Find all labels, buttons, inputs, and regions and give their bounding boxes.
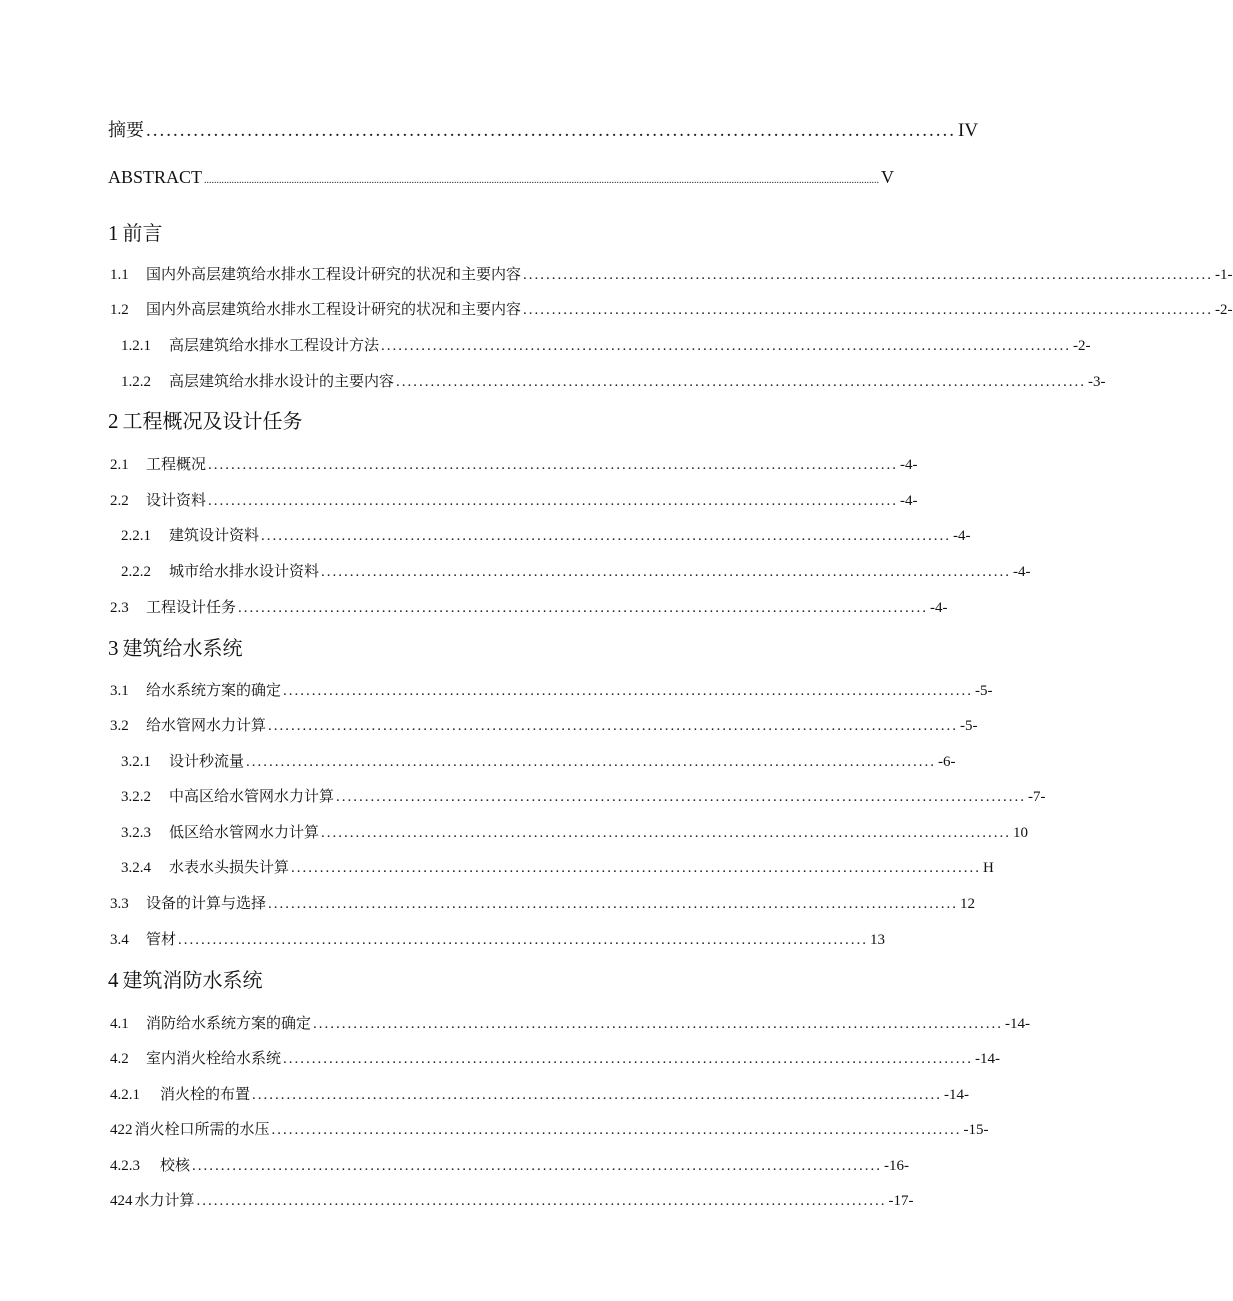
toc-leader-dots: ........................................................................................................................ — [268, 896, 959, 912]
toc-entry-page: H — [983, 860, 994, 876]
toc-entry-number: 424 — [110, 1193, 133, 1209]
toc-entry-page: V — [881, 167, 895, 187]
toc-chapter-heading[interactable] — [108, 964, 263, 993]
toc-entry[interactable] — [121, 524, 971, 545]
toc-entry-number: 3.2.2 — [121, 789, 151, 805]
toc-chapter-number: 3 — [108, 636, 119, 660]
toc-entry-title: 水表水头损失计算 — [169, 860, 290, 876]
toc-leader-dots: ........................................................................................................................ — [252, 1087, 943, 1103]
toc-leader-dots: ........................................................................................................................ — [291, 860, 982, 876]
toc-chapter-title: 建筑给水系统 — [122, 636, 243, 660]
toc-chapter-title: 建筑消防水系统 — [122, 968, 263, 992]
toc-entry-title: 消火栓的布置 — [160, 1087, 251, 1103]
toc-entry-number: 2.2.2 — [121, 564, 151, 580]
toc-leader-dots: ........................................................................................................................ — [196, 1193, 887, 1209]
toc-chapter-title: 工程概况及设计任务 — [122, 409, 303, 433]
toc-entry-number: 1.1 — [110, 267, 129, 283]
toc-entry-title: 建筑设计资料 — [169, 528, 260, 544]
toc-entry-page: -14- — [1005, 1016, 1031, 1032]
toc-entry[interactable] — [110, 892, 976, 913]
toc-entry-title: 国内外高层建筑给水排水工程设计研究的状况和主要内容 — [146, 267, 522, 283]
toc-entry-number: 4.2.1 — [110, 1087, 140, 1103]
toc-entry[interactable] — [121, 560, 1031, 581]
toc-leader-dots: ........................................................................................................................ — [261, 528, 952, 544]
toc-leader-dots: ........................................................................................................................ — [178, 932, 869, 948]
toc-entry[interactable] — [121, 750, 956, 771]
toc-entry-page: -14- — [975, 1051, 1001, 1067]
toc-entry[interactable] — [110, 1047, 1001, 1068]
toc-chapter-number: 1 — [108, 221, 119, 245]
toc-entry-page: -4- — [930, 600, 948, 616]
toc-entry-number: 1.2.2 — [121, 374, 151, 390]
toc-entry-number: 2.2 — [110, 493, 129, 509]
toc-entry[interactable] — [121, 785, 1046, 806]
toc-entry-page: 12 — [960, 896, 976, 912]
toc-entry-page: -17- — [888, 1193, 914, 1209]
toc-entry-page: -3- — [1088, 374, 1106, 390]
toc-entry-title: 校核 — [160, 1158, 191, 1174]
toc-entry-abstract-en[interactable] — [108, 167, 895, 188]
toc-entry-page: -15- — [963, 1122, 989, 1138]
toc-entry-number: 422 — [110, 1122, 133, 1138]
toc-entry-page: -2- — [1215, 302, 1233, 318]
toc-leader-dots: ........................................................................................................................ — [208, 457, 899, 473]
toc-leader-dots: ........................................................................................................................ — [283, 683, 974, 699]
toc-entry-title: 给水管网水力计算 — [146, 718, 267, 734]
toc-chapter-number: 2 — [108, 409, 119, 433]
toc-entry-number: 3.4 — [110, 932, 129, 948]
toc-entry-page: -4- — [1013, 564, 1031, 580]
toc-entry-title: 摘要 — [108, 120, 144, 141]
toc-entry-title: 设计资料 — [146, 493, 207, 509]
toc-leader-dots: ........................................................................................................................ — [192, 1158, 883, 1174]
toc-entry[interactable] — [110, 489, 918, 510]
toc-leader-dots: ........................................................................................................................ — [313, 1016, 1004, 1032]
toc-entry[interactable] — [110, 1189, 914, 1210]
toc-chapter-heading[interactable] — [108, 632, 243, 661]
toc-entry-title: 国内外高层建筑给水排水工程设计研究的状况和主要内容 — [146, 302, 522, 318]
toc-leader-dots: ........................................................................................................................ — [523, 302, 1214, 318]
toc-entry-page: 13 — [870, 932, 886, 948]
toc-leader-dots: ........................................................................................................................ — [381, 338, 1072, 354]
toc-entry[interactable] — [121, 370, 1106, 391]
toc-leader-dots: ........................................................................................................................ — [246, 754, 937, 770]
toc-entry-number: 4.1 — [110, 1016, 129, 1032]
toc-chapter-number: 4 — [108, 968, 119, 992]
toc-entry-title: 室内消火栓给水系统 — [146, 1051, 282, 1067]
toc-entry-title: 管材 — [146, 932, 177, 948]
toc-entry-number: 2.1 — [110, 457, 129, 473]
toc-entry[interactable] — [121, 856, 994, 877]
toc-entry-abstract-cn[interactable] — [108, 116, 979, 142]
toc-entry[interactable] — [121, 334, 1091, 355]
toc-leader-dots: ........................................................................................................................ — [146, 120, 956, 141]
toc-entry-number: 3.1 — [110, 683, 129, 699]
toc-entry-page: -1- — [1215, 267, 1233, 283]
toc-entry-page: -4- — [953, 528, 971, 544]
toc-entry-number: 3.2.1 — [121, 754, 151, 770]
toc-entry[interactable] — [110, 453, 918, 474]
toc-entry-page: -14- — [944, 1087, 970, 1103]
toc-entry-page: -4- — [900, 493, 918, 509]
toc-entry-number: 3.2.3 — [121, 825, 151, 841]
toc-entry-title: 城市给水排水设计资料 — [169, 564, 320, 580]
toc-entry-title: 消火栓口所需的水压 — [134, 1122, 270, 1138]
toc-entry-page: -4- — [900, 457, 918, 473]
toc-entry[interactable] — [110, 596, 948, 617]
toc-entry-title: 高层建筑给水排水工程设计方法 — [169, 338, 380, 354]
toc-entry-title: 中高区给水管网水力计算 — [169, 789, 335, 805]
toc-entry-page: -6- — [938, 754, 956, 770]
toc-entry-page: -7- — [1028, 789, 1046, 805]
toc-entry-page: -5- — [975, 683, 993, 699]
toc-entry[interactable] — [110, 714, 978, 735]
toc-leader-dots: ........................................................................................................................ — [283, 1051, 974, 1067]
toc-chapter-heading[interactable] — [108, 217, 163, 246]
toc-entry-page: IV — [958, 120, 979, 141]
toc-entry[interactable] — [110, 1118, 989, 1139]
toc-entry-title: 工程设计任务 — [146, 600, 237, 616]
toc-entry[interactable] — [110, 928, 886, 949]
toc-entry-number: 2.3 — [110, 600, 129, 616]
toc-leader-dots: ........................................................................................................................ — [238, 600, 929, 616]
toc-entry-page: 10 — [1013, 825, 1029, 841]
toc-chapter-title: 前言 — [122, 221, 163, 245]
toc-leader-dots: ........................................................................................................................ — [321, 825, 1012, 841]
toc-entry-title: 水力计算 — [134, 1193, 195, 1209]
toc-entry[interactable] — [110, 1154, 910, 1175]
toc-leader-dots: ........................................................................................................................ — [268, 718, 959, 734]
toc-entry-number: 3.2.4 — [121, 860, 151, 876]
toc-entry-number: 3.3 — [110, 896, 129, 912]
toc-leader-dots: .............................................................................................................................................................................................................................................................................. — [204, 175, 880, 186]
toc-entry-title: 高层建筑给水排水设计的主要内容 — [169, 374, 395, 390]
toc-entry-number: 1.2 — [110, 302, 129, 318]
toc-entry-number: 4.2.3 — [110, 1158, 140, 1174]
toc-entry[interactable] — [121, 821, 1029, 842]
toc-entry-page: -16- — [884, 1158, 910, 1174]
toc-entry[interactable] — [110, 263, 1233, 284]
toc-entry-number: 2.2.1 — [121, 528, 151, 544]
toc-entry-title: 设备的计算与选择 — [146, 896, 267, 912]
toc-entry[interactable] — [110, 1012, 1031, 1033]
toc-entry-title: 给水系统方案的确定 — [146, 683, 282, 699]
toc-entry[interactable] — [110, 1083, 970, 1104]
toc-entry-number: 1.2.1 — [121, 338, 151, 354]
toc-leader-dots: ........................................................................................................................ — [321, 564, 1012, 580]
toc-leader-dots: ........................................................................................................................ — [336, 789, 1027, 805]
toc-leader-dots: ........................................................................................................................ — [208, 493, 899, 509]
toc-entry-title: 设计秒流量 — [169, 754, 245, 770]
toc-entry-title: 低区给水管网水力计算 — [169, 825, 320, 841]
toc-entry-number: 4.2 — [110, 1051, 129, 1067]
toc-entry-page: -2- — [1073, 338, 1091, 354]
toc-entry[interactable] — [110, 298, 1233, 319]
toc-entry[interactable] — [110, 679, 993, 700]
toc-entry-title: 工程概况 — [146, 457, 207, 473]
toc-leader-dots: ........................................................................................................................ — [523, 267, 1214, 283]
toc-entry-title: ABSTRACT — [108, 167, 203, 187]
toc-chapter-heading[interactable] — [108, 405, 303, 434]
toc-entry-title: 消防给水系统方案的确定 — [146, 1016, 312, 1032]
toc-entry-page: -5- — [960, 718, 978, 734]
toc-entry-number: 3.2 — [110, 718, 129, 734]
toc-leader-dots: ........................................................................................................................ — [396, 374, 1087, 390]
toc-leader-dots: ........................................................................................................................ — [271, 1122, 962, 1138]
